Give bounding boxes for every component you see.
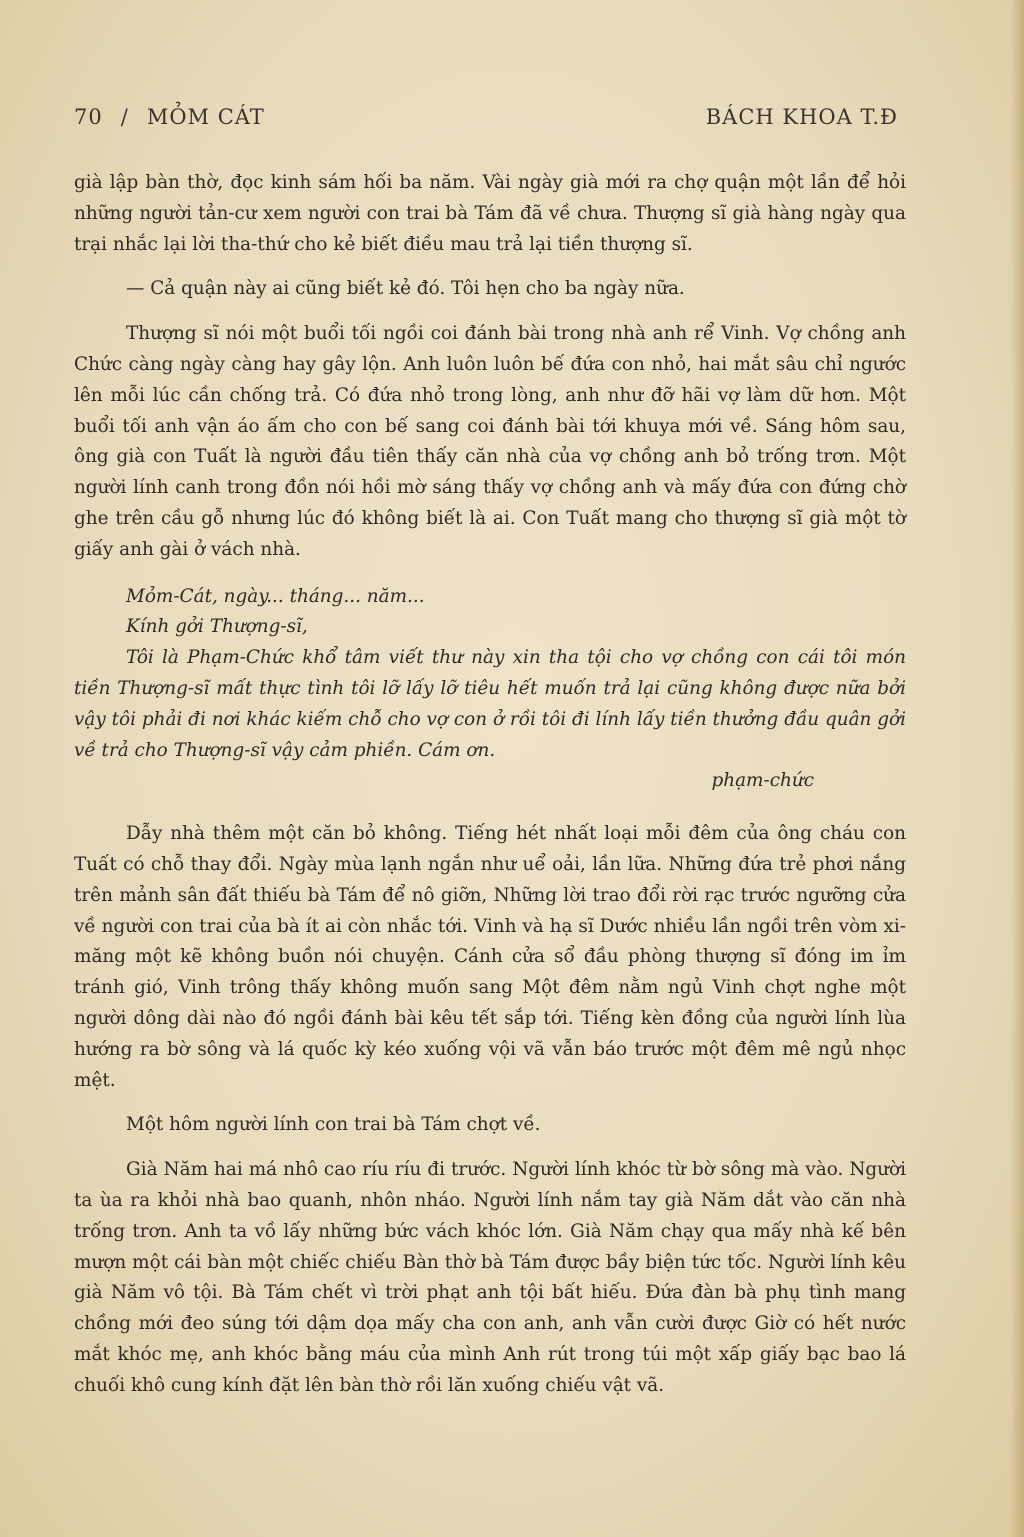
publication-name: BÁCH KHOA T.Đ	[705, 105, 898, 129]
paragraph-3: Thượng sĩ nói một buổi tối ngồi coi đánh bài trong nhà anh rể Vinh. Vợ chồng anh Chức càng ngày càng hay gây lộn. Anh luôn luôn bế đứa con nhỏ, hai mắt sâu chỉ ngước lên mỗi lúc cần chống trả. Có đứa nhỏ trong lòng, anh như đỡ hãi vợ làm dữ hơn. Một buổi tối anh vận áo ấm cho con bế sang coi đánh bài tới khuya mới về. Sáng hôm sau, ông già con Tuất là người đầu tiên thấy căn nhà của vợ chồng anh bỏ trống trơn. Một người lính canh trong đồn nói hồi mờ sáng thấy vợ chồng anh và mấy đứa con đứng chờ ghe trên cầu gỗ nhưng lúc đó không biết là ai. Con Tuất mang cho thượng sĩ già một tờ giấy anh gài ở vách nhà.	[74, 323, 906, 560]
letter-place-date: Mỏm-Cát, ngày... tháng... năm...	[126, 585, 425, 607]
letter-body: Tôi là Phạm-Chức khổ tâm viết thư này xin tha tội cho vợ chồng con cái tôi món tiền Thượng-sĩ mất thực tình tôi lỡ lấy lỡ tiêu hết muốn trả lại cũng không được nữa bởi vậy tôi phải đi nơi khác kiếm chỗ cho vợ con ở rồi tôi đi lính lấy tiền thưởng đầu quân gởi về trả cho Thượng-sĩ vậy cảm phiền. Cám ơn.	[74, 647, 906, 761]
paragraph-4: Dẫy nhà thêm một căn bỏ không. Tiếng hét nhất loại mỗi đêm của ông cháu con Tuất có chỗ thay đổi. Ngày mùa lạnh ngắn như uể oải, lần lữa. Những đứa trẻ phơi nắng trên mảnh sân đất thiếu bà Tám để nô giỡn, Những lời trao đổi rời rạc trước ngưỡng cửa về người con trai của bà ít ai còn nhắc tới. Vinh và hạ sĩ Dước nhiều lần ngồi trên vòm xi-măng một kẽ không buồn nói chuyện. Cánh cửa sổ đầu phòng thượng sĩ đóng im ỉm tránh gió, Vinh trông thấy không muốn sang Một đêm nằm ngủ Vinh chợt nghe một người dông dài nào đó ngồi đánh bài kêu tết sắp tới. Tiếng kèn đồng của người lính lùa hướng ra bờ sông và lá quốc kỳ kéo xuống vội vã vẫn báo trước một đêm mê ngủ nhọc mệt.	[74, 823, 906, 1091]
book-title: MỎM CÁT	[146, 105, 265, 129]
paragraph-1: già lập bàn thờ, đọc kinh sám hối ba năm. Vài ngày già mới ra chợ quận một lần để hỏi những người tản-cư xem người con trai bà Tám đã về chưa. Thượng sĩ già hàng ngày qua trại nhắc lại lời tha-thứ cho kẻ biết điều mau trả lại tiền thượng sĩ.	[74, 172, 906, 255]
header-separator: /	[120, 105, 129, 129]
header-left	[74, 105, 265, 129]
page-number: 70	[74, 105, 103, 129]
paragraph-2: — Cả quận này ai cũng biết kẻ đó. Tôi hẹn cho ba ngày nữa.	[126, 278, 685, 300]
letter-salutation: Kính gởi Thượng-sĩ,	[126, 616, 308, 638]
page-body	[74, 168, 906, 1401]
letter-signature: phạm-chức	[711, 770, 814, 792]
letter	[74, 582, 906, 798]
running-header	[74, 100, 898, 134]
paragraph-5: Một hôm người lính con trai bà Tám chợt về.	[126, 1114, 541, 1136]
page-edge-shadow	[1010, 0, 1024, 1537]
paragraph-6: Già Năm hai má nhô cao ríu ríu đi trước. Người lính khóc từ bờ sông mà vào. Người ta ùa ra khỏi nhà bao quanh, nhôn nháo. Người lính nắm tay già Năm dắt vào căn nhà trống trơn. Anh ta vồ lấy những bức vách khóc lớn. Già Năm chạy qua mấy nhà kế bên mượn một cái bàn một chiếc chiếu Bàn thờ bà Tám được bầy biện tức tốc. Người lính kêu già Năm vô tội. Bà Tám chết vì trời phạt anh tội bất hiếu. Đứa đàn bà phụ tình mang chồng mới đeo súng tới dậm dọa mấy cha con anh, anh vẫn cười được Giờ có hết nước mắt khóc mẹ, anh khóc bằng máu của mình Anh rút trong túi một xấp giấy bạc bao lá chuối khô cung kính đặt lên bàn thờ rồi lăn xuống chiếu vật vã.	[74, 1159, 906, 1396]
